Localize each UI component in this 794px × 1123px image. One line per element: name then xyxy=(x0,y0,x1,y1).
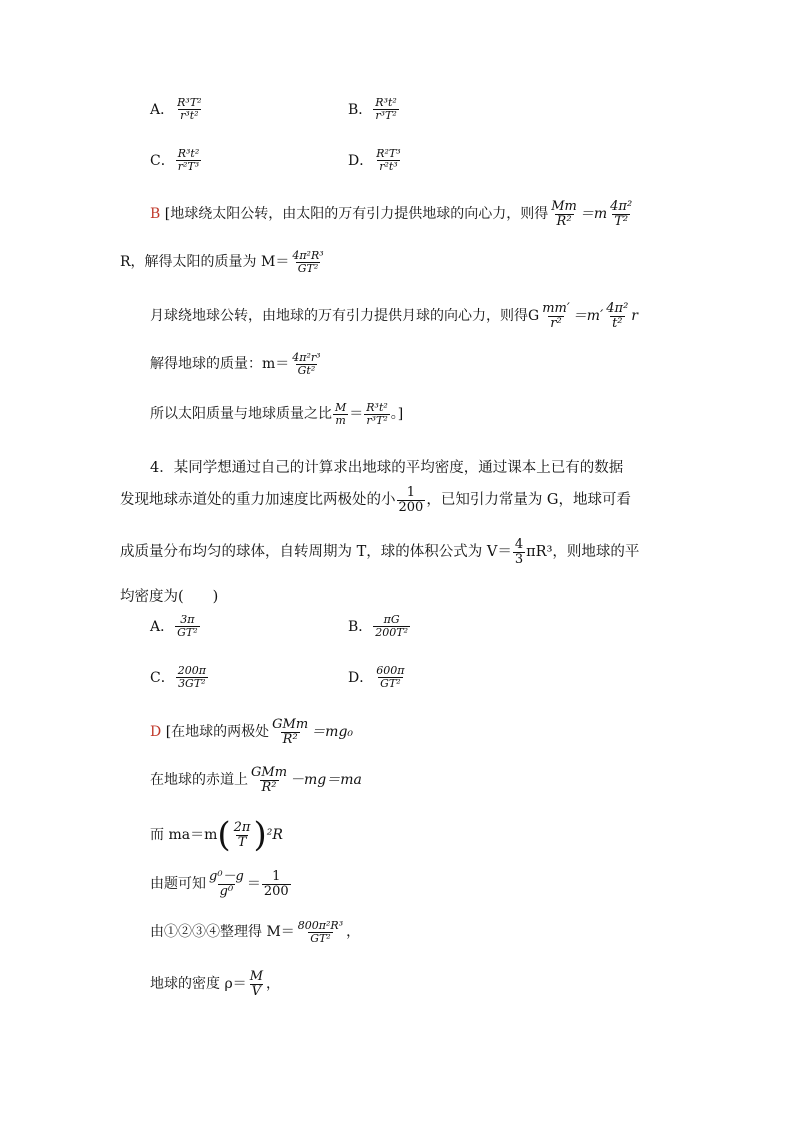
q4-option-b xyxy=(348,614,411,638)
denominator: r² xyxy=(550,315,562,331)
q4-solution-line-2 xyxy=(150,766,362,794)
solution-text: ²R xyxy=(266,827,283,843)
q4-solution-line-4 xyxy=(150,870,292,898)
numerator: 1 xyxy=(406,485,416,500)
option-fraction xyxy=(374,665,406,689)
solution-text: 由①②③④整理得 M＝ xyxy=(150,924,295,941)
q3-solution-line-3 xyxy=(150,302,638,330)
denominator: 3 xyxy=(514,551,524,567)
numerator: R³t² xyxy=(375,96,397,109)
solution-fraction xyxy=(333,402,348,426)
denominator: GT² xyxy=(177,625,198,639)
option-fraction xyxy=(175,97,203,121)
q3-option-d xyxy=(348,148,404,172)
q4-answer: D xyxy=(150,724,162,741)
numerator: 600π xyxy=(376,664,405,677)
numerator: M xyxy=(249,969,263,984)
denominator: V xyxy=(251,983,262,999)
solution-fraction xyxy=(248,970,265,998)
stem-fraction xyxy=(397,486,426,514)
option-label: B． xyxy=(348,619,373,636)
numerator: 200π xyxy=(177,664,206,677)
denominator: R² xyxy=(556,213,572,229)
solution-text: ＝m xyxy=(579,206,608,223)
solution-text: ， xyxy=(266,976,280,993)
option-label: C． xyxy=(150,153,175,170)
q3-solution-line-1 xyxy=(150,200,635,228)
numerator: M xyxy=(335,401,347,414)
denominator: r²T³ xyxy=(177,159,200,173)
option-label: A． xyxy=(150,102,175,119)
option-fraction xyxy=(374,148,402,172)
option-label: A． xyxy=(150,619,175,636)
denominator: T xyxy=(237,834,247,850)
solution-text: 在地球的赤道上 xyxy=(150,772,248,789)
numerator: 4π²r³ xyxy=(292,351,321,364)
solution-text: ＝ xyxy=(349,406,364,423)
solution-fraction xyxy=(207,870,246,898)
denominator: GT² xyxy=(310,931,331,945)
numerator: 4π² xyxy=(606,301,629,316)
option-label: D． xyxy=(348,670,374,687)
solution-text: [地球绕太阳公转，由太阳的万有引力提供地球的向心力，则得 xyxy=(164,206,549,223)
q4-option-d xyxy=(348,665,407,689)
denominator: r²t³ xyxy=(379,159,398,173)
solution-fraction xyxy=(290,352,322,376)
solution-text: ＝m′ xyxy=(572,308,604,325)
option-label: C． xyxy=(150,670,175,687)
numerator: 4π² xyxy=(610,199,633,214)
q4-solution-line-5 xyxy=(150,920,360,944)
numerator: 3π xyxy=(180,613,195,626)
q4-stem-line-4: 均密度为( ) xyxy=(120,589,219,605)
numerator: R²T³ xyxy=(376,147,401,160)
numerator: 1 xyxy=(272,869,281,884)
q4-stem-line-3 xyxy=(120,538,639,566)
stem-text: πR³，则地球的平 xyxy=(526,544,640,561)
denominator: g⁰ xyxy=(219,883,234,899)
numerator: Mm xyxy=(551,199,577,214)
solution-fraction xyxy=(604,302,630,330)
denominator: Gt² xyxy=(297,363,316,377)
solution-text: R，解得太阳的质量为 M＝ xyxy=(120,254,290,271)
q3-option-a xyxy=(150,97,205,121)
solution-text: 。] xyxy=(390,406,404,423)
q3-solution-line-2 xyxy=(120,250,327,274)
option-label: B． xyxy=(348,102,373,119)
denominator: r³t² xyxy=(180,108,199,122)
q4-option-c xyxy=(150,665,209,689)
solution-text: ＝ xyxy=(246,876,261,893)
solution-fraction xyxy=(290,250,325,274)
solution-fraction xyxy=(549,200,579,228)
numerator: 4 xyxy=(514,537,524,552)
denominator: GT² xyxy=(380,676,401,690)
numerator: R³t² xyxy=(177,147,200,160)
denominator: r³T² xyxy=(375,108,397,122)
solution-fraction xyxy=(364,402,390,426)
numerator: R³T² xyxy=(177,96,202,109)
numerator: 2π xyxy=(233,819,251,835)
numerator: mm′ xyxy=(542,301,570,316)
stem-text: 成质量分布均匀的球体，自转周期为 T，球的体积公式为 V＝ xyxy=(120,544,512,561)
q4-solution-line-3 xyxy=(150,815,283,855)
q4-stem-line-2 xyxy=(120,486,631,514)
solution-text: 解得地球的质量：m＝ xyxy=(150,356,290,373)
denominator: R² xyxy=(261,779,277,795)
solution-text: [在地球的两极处 xyxy=(165,724,270,741)
solution-text: －mg＝ma xyxy=(290,772,362,789)
denominator: 200T² xyxy=(375,625,409,639)
q4-option-a xyxy=(150,614,201,638)
q3-option-c xyxy=(150,148,202,172)
solution-fraction xyxy=(270,718,310,746)
solution-fraction xyxy=(262,870,291,898)
right-paren-glyph: ) xyxy=(253,815,267,855)
q3-answer: B xyxy=(150,206,161,223)
denominator: r³T² xyxy=(366,413,388,427)
denominator: t² xyxy=(612,315,623,331)
q3-option-b xyxy=(348,97,400,121)
solution-text: r xyxy=(631,308,638,325)
numerator: R³t² xyxy=(366,401,388,414)
q4-stem-line-1: 4．某同学想通过自己的计算求出地球的平均密度，通过课本上已有的数据 xyxy=(150,460,624,476)
solution-text: ， xyxy=(346,924,361,941)
q4-solution-line-1 xyxy=(150,718,353,746)
option-fraction xyxy=(373,97,399,121)
denominator: m xyxy=(335,413,346,427)
numerator: g⁰－g xyxy=(209,869,244,884)
q3-solution-line-5 xyxy=(150,402,403,426)
numerator: 4π²R³ xyxy=(292,249,324,262)
solution-fraction xyxy=(540,302,572,330)
option-fraction xyxy=(176,148,202,172)
q3-solution-line-4 xyxy=(150,352,324,376)
solution-text: 月球绕地球公转，由地球的万有引力提供月球的向心力，则得G xyxy=(150,308,540,325)
solution-fraction xyxy=(232,821,253,849)
stem-fraction xyxy=(513,538,525,566)
q4-solution-line-6 xyxy=(150,970,280,998)
solution-text: 地球的密度 ρ＝ xyxy=(150,976,247,993)
solution-text: 所以太阳质量与地球质量之比 xyxy=(150,406,332,423)
denominator: T² xyxy=(614,213,629,229)
option-fraction xyxy=(373,614,410,638)
option-fraction xyxy=(176,665,208,689)
denominator: 200 xyxy=(398,499,424,515)
denominator: 3GT² xyxy=(178,676,206,690)
numerator: GMm xyxy=(272,717,309,732)
solution-text: 由题可知 xyxy=(150,876,206,893)
solution-fraction xyxy=(249,766,289,794)
option-label: D． xyxy=(348,153,374,170)
denominator: GT² xyxy=(297,261,319,275)
denominator: 200 xyxy=(263,883,289,899)
denominator: R² xyxy=(282,731,298,747)
stem-text: ，已知引力常量为 G，地球可看 xyxy=(426,492,632,509)
option-fraction xyxy=(175,614,200,638)
stem-text: 发现地球赤道处的重力加速度比两极处的小 xyxy=(120,492,396,509)
solution-fraction xyxy=(608,200,634,228)
numerator: 800π²R³ xyxy=(297,919,344,932)
solution-text: ＝mg₀ xyxy=(311,724,354,741)
solution-text: 而 ma＝m xyxy=(150,827,218,843)
numerator: πG xyxy=(383,613,400,626)
numerator: GMm xyxy=(251,765,288,780)
solution-fraction xyxy=(296,920,345,944)
left-paren-glyph: ( xyxy=(217,815,231,855)
